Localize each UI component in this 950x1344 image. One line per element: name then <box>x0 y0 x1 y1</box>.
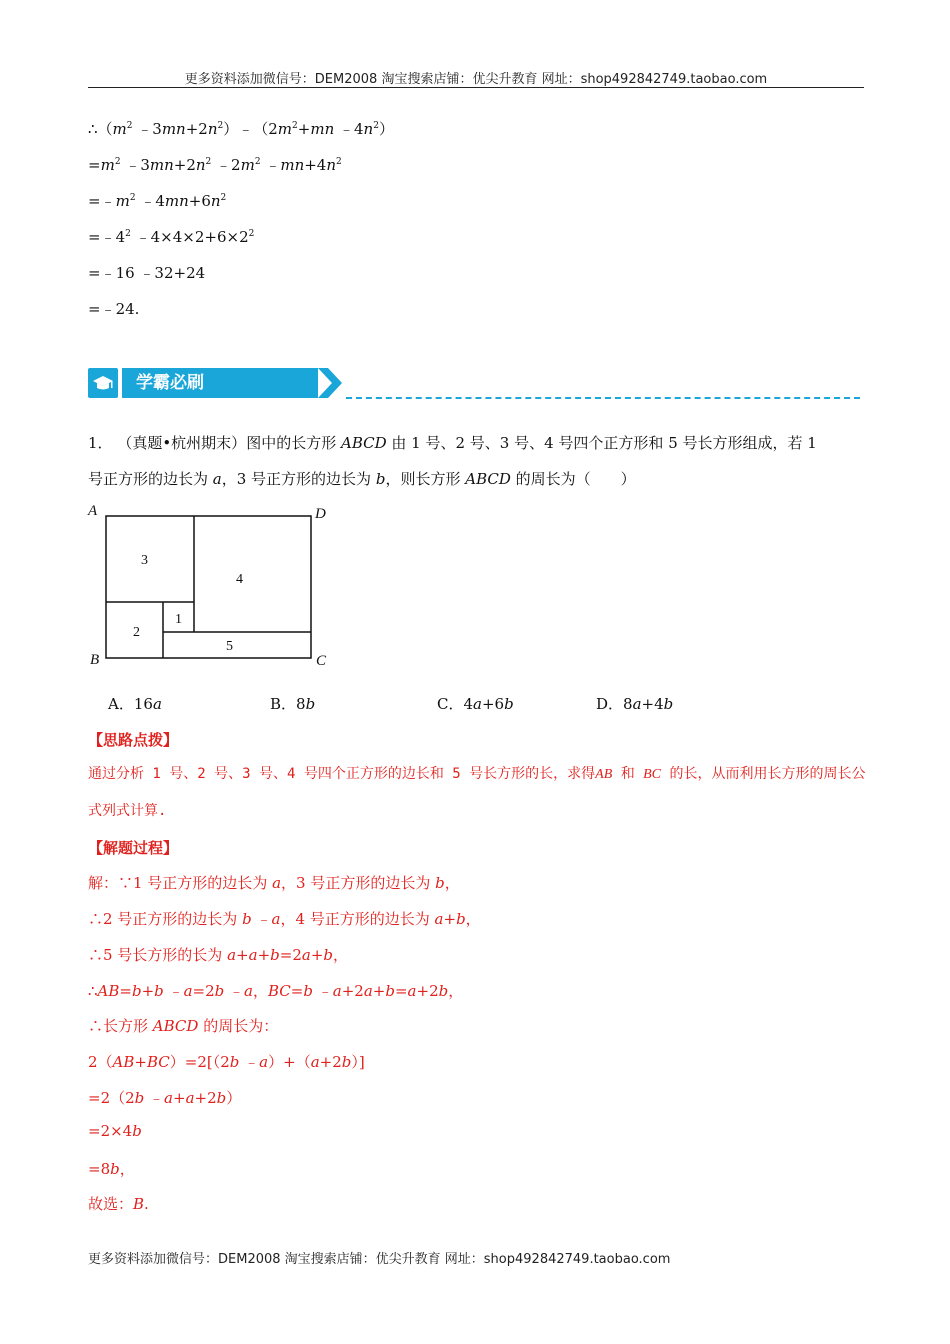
rectangle-figure <box>86 498 336 673</box>
hint-title: 【思路点拨】 <box>88 731 179 749</box>
solution-title: 【解题过程】 <box>88 839 179 857</box>
solution-line-8: =2×4b <box>88 1122 142 1140</box>
solution-line-6: 2（AB+BC）=2[（2b ﹣a）+（a+2b）] <box>88 1053 365 1071</box>
header-divider <box>88 87 864 88</box>
solution-line-7: =2（2b ﹣a+a+2b） <box>88 1089 242 1107</box>
solution-line-1: 解：∵1 号正方形的边长为 a，3 号正方形的边长为 b， <box>88 874 460 892</box>
page-footer: 更多资料添加微信号：DEM2008 淘宝搜索店铺：优尖升教育 网址：shop492842749.taobao.com <box>88 1252 671 1267</box>
calc-line-5: =﹣16 ﹣32+24 <box>88 264 206 282</box>
label-rect-5: 5 <box>226 639 233 654</box>
calc-line-2: $=m^2$ $﹣3mn+2n^2$ $﹣2m^2$ $﹣mn+4n^2$ <box>88 156 342 174</box>
graduation-cap-icon <box>88 368 118 398</box>
solution-line-2: ∴2 号正方形的边长为 b ﹣a，4 号正方形的边长为 a+b， <box>88 910 481 928</box>
calc-line-1: $\therefore(m^2$ $﹣3mn+2n^2)﹣(2m^2+mn$ $﹣4n^2$） <box>88 120 394 138</box>
solution-line-9: =8b， <box>88 1160 135 1178</box>
solution-line-5: ∴长方形 ABCD 的周长为： <box>88 1017 279 1035</box>
calc-line-6: =﹣24. <box>88 300 140 318</box>
section-title: 学霸必刷 <box>122 368 318 398</box>
solution-line-4: ∴AB=b+b ﹣a=2b ﹣a，BC=b ﹣a+2a+b=a+2b， <box>88 982 464 1000</box>
corner-c: C <box>316 653 327 669</box>
solution-answer: 故选：B. <box>88 1195 149 1213</box>
option-b: B．8b <box>270 695 316 713</box>
question-line-2: 号正方形的边长为 a，3 号正方形的边长为 b，则长方形 ABCD 的周长为（ ） <box>88 470 636 488</box>
hint-text: 通过分析 1 号、2 号、3 号、4 号四个正方形的边长和 5 号长方形的长，求得AB 和 BC 的长，从而利用长方形的周长公式列式计算. <box>88 766 866 819</box>
corner-a: A <box>88 503 98 519</box>
label-square-2: 2 <box>133 625 140 640</box>
option-c: C．4a+6b <box>437 695 514 713</box>
calc-line-4: $=﹣4^2$ $﹣4\times 4\times 2+6\times 2^2$ <box>88 228 255 246</box>
label-square-4: 4 <box>236 572 243 587</box>
section-banner <box>88 366 860 406</box>
solution-line-3: ∴5 号长方形的长为 a+a+b=2a+b， <box>88 946 349 964</box>
page-header: 更多资料添加微信号：DEM2008 淘宝搜索店铺：优尖升教育 网址：shop492842749.taobao.com <box>184 72 768 87</box>
corner-b: B <box>90 652 100 668</box>
label-square-1: 1 <box>175 612 182 627</box>
label-square-3: 3 <box>141 553 148 568</box>
section-dashed-rule <box>346 397 860 399</box>
calc-line-3: $=﹣m^2$ $﹣4mn+6n^2$ <box>88 192 227 210</box>
option-d: D．8a+4b <box>596 695 674 713</box>
corner-d: D <box>315 506 326 522</box>
chevron-right-icon <box>314 368 346 400</box>
question-line-1: 1． （真题•杭州期末）图中的长方形 ABCD 由 1 号、2 号、3 号、4 号四个正方形和 5 号长方形组成，若 1 <box>88 434 817 452</box>
option-a: A．16a <box>108 695 162 713</box>
